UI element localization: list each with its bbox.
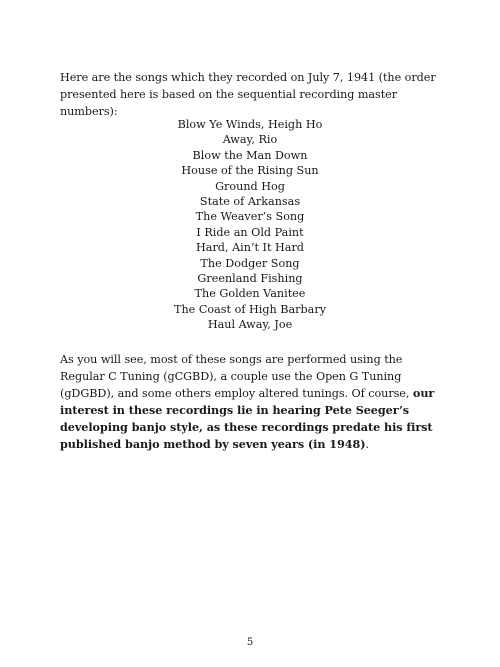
song-title: State of Arkansas (199, 195, 301, 209)
song-title: Blow Ye Winds, Heigh Ho (177, 118, 323, 131)
song-title: Blow the Man Down (192, 148, 308, 162)
song-title: Greenland Fishing (197, 272, 303, 286)
song-title: House of the Rising Sun (181, 164, 319, 178)
song-title: Hard, Ain’t It Hard (196, 241, 304, 255)
tuning-paragraph-end: . (365, 438, 369, 451)
song-title: Away, Rio (222, 133, 278, 147)
song-title: I Ride an Old Paint (196, 225, 304, 239)
song-title: The Dodger Song (200, 256, 300, 270)
page-number: 5 (246, 637, 254, 648)
song-title: The Weaver’s Song (195, 210, 305, 224)
song-title: Haul Away, Joe (207, 318, 293, 332)
tuning-paragraph (60, 351, 446, 453)
tuning-paragraph-text: As you will see, most of these songs are performed using the Regular C Tuning (gCGBD), a couple use the Open G Tuning (gDGBD), and some others employ altered tunings. Of course, (60, 353, 413, 400)
song-title: Ground Hog (215, 179, 285, 193)
song-list (60, 117, 440, 333)
song-title: The Golden Vanitee (194, 287, 306, 301)
intro-paragraph: Here are the songs which they recorded on July 7, 1941 (the order presented here is based on the sequential recording master numbers): (60, 71, 436, 118)
tuning-paragraph-emphasis: our interest in these recordings lie in hearing Pete Seeger’s developing banjo style, as these recordings predate his first published banjo method by seven years (in 1948) (60, 386, 435, 451)
song-title: The Coast of High Barbary (173, 302, 327, 316)
